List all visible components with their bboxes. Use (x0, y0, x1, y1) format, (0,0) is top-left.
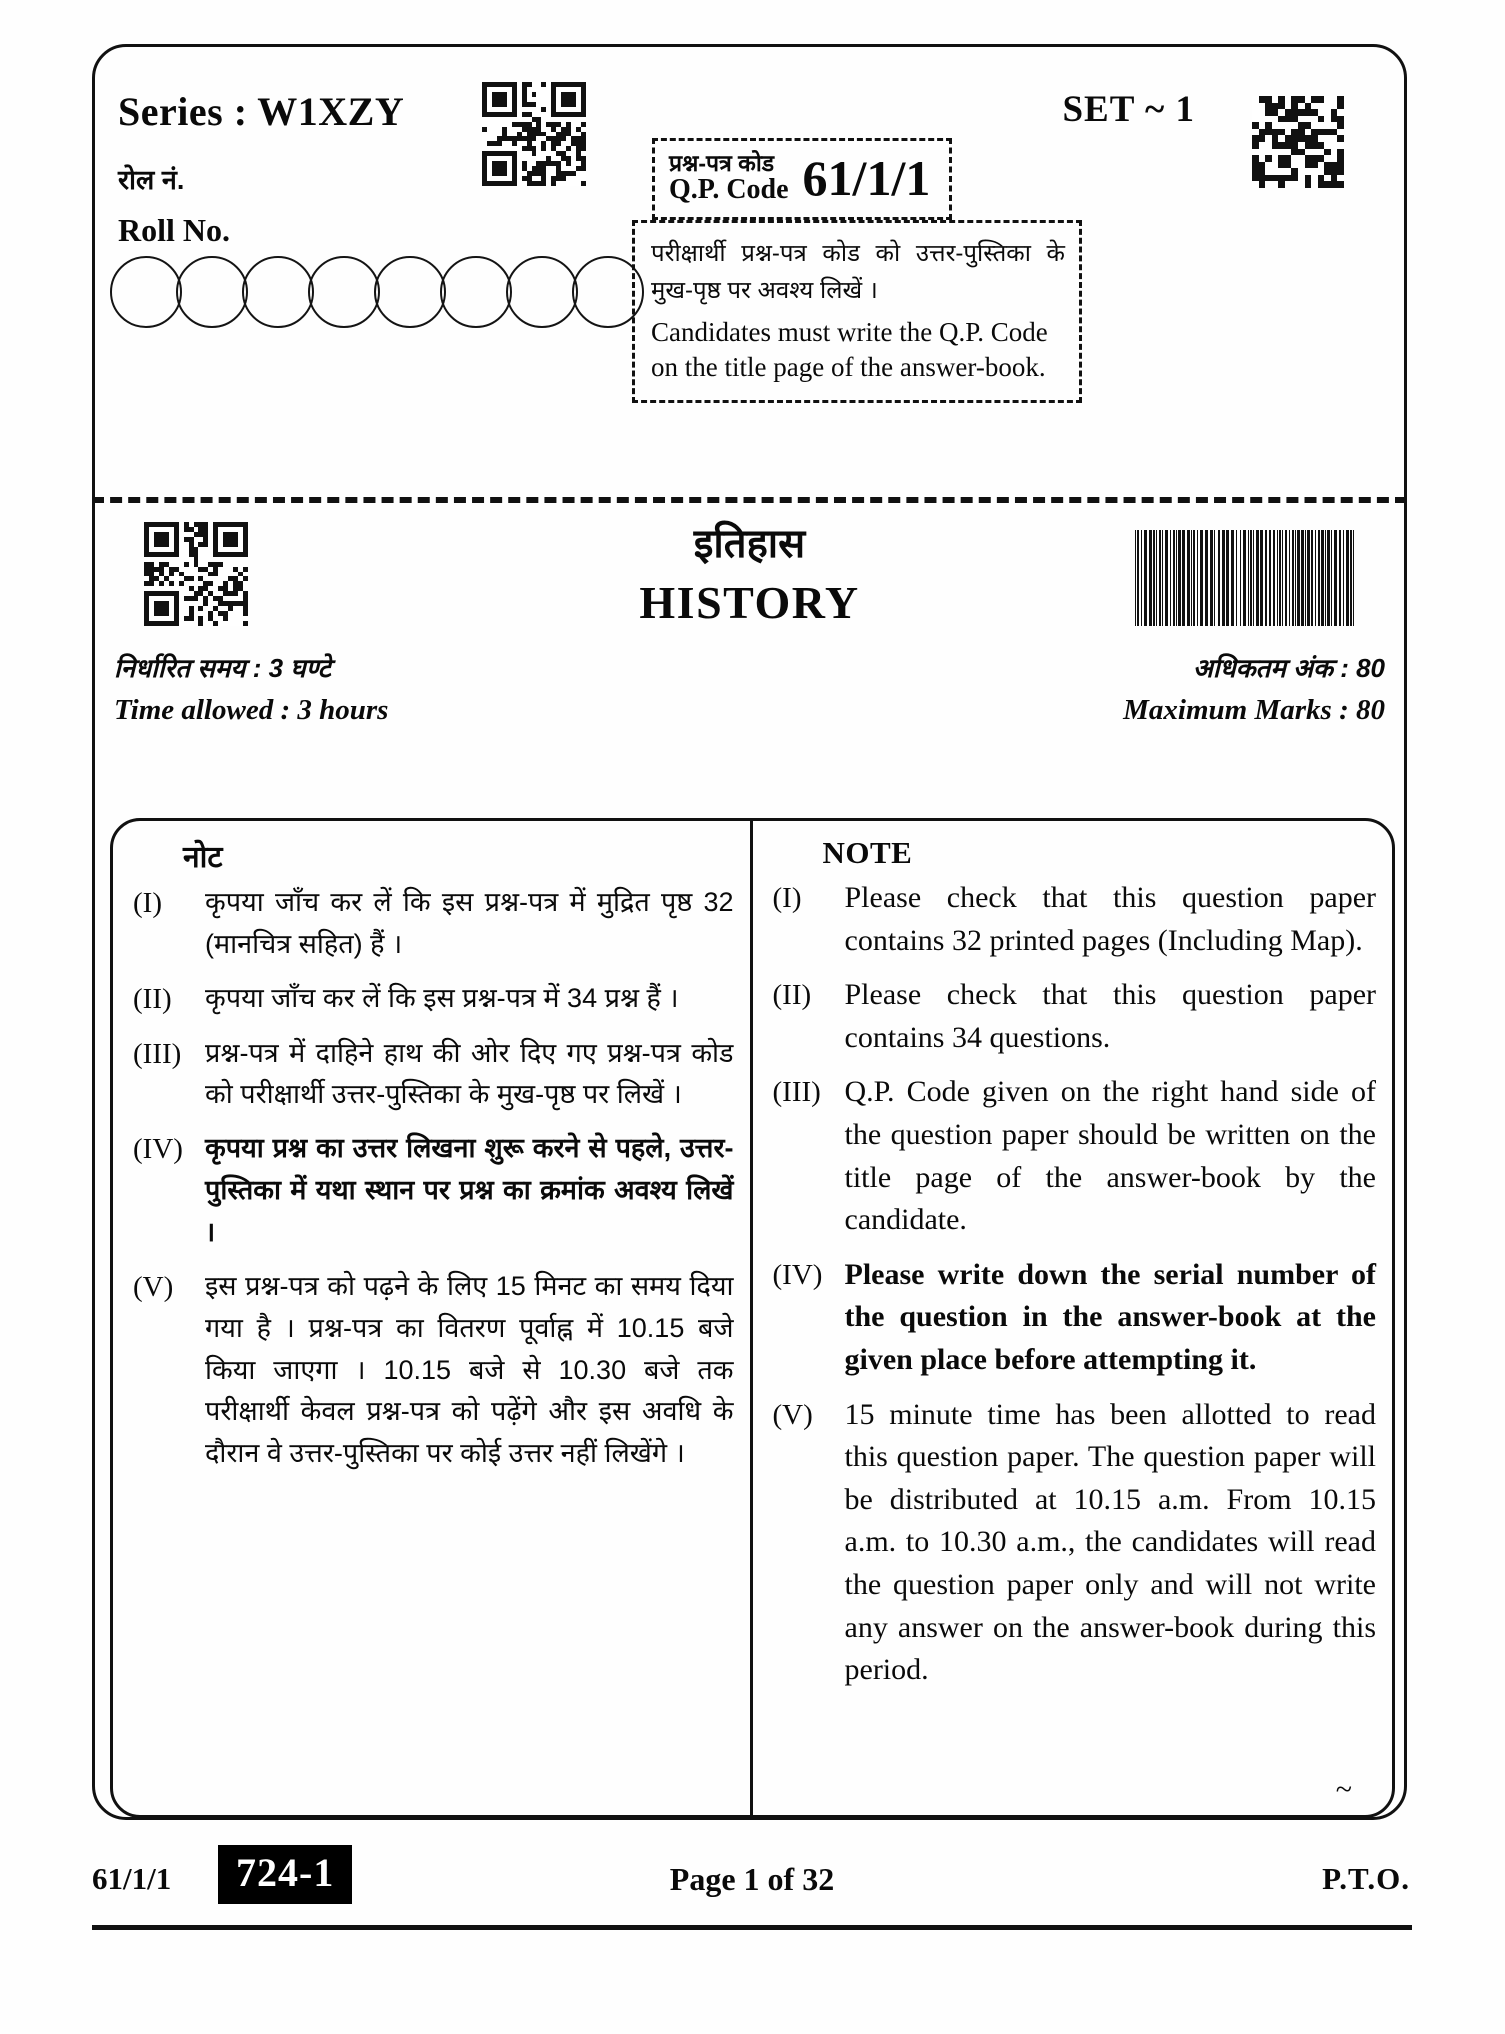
roll-number-field[interactable] (110, 256, 638, 328)
roll-digit-circle[interactable] (308, 256, 380, 328)
note-item (133, 978, 734, 1021)
note-text: कृपया जाँच कर लें कि इस प्रश्न-पत्र में 34 प्रश्न हैं । (205, 982, 679, 1013)
subject-title-english: HISTORY (639, 577, 860, 628)
tilde-mark: ~ (1335, 1773, 1352, 1806)
note-text: Please write down the serial number of the question in the answer-book at the given place before attempting it. (844, 1257, 1376, 1376)
roll-no-label-english: Roll No. (118, 212, 230, 248)
qp-code-label-hindi: प्रश्न-पत्र कोड (669, 150, 775, 177)
note-number: (II) (133, 982, 172, 1015)
note-text: प्रश्न-पत्र में दाहिने हाथ की ओर दिए गए प्रश्न-पत्र कोड को परीक्षार्थी उत्तर-पुस्तिका के मुख-पृष्ठ पर लिखें । (205, 1037, 734, 1110)
subject-title-hindi: इतिहास (693, 522, 806, 566)
note-item (773, 1254, 1377, 1382)
note-text: 15 minute time has been allotted to read this question paper. The question paper will be distributed at 10.15 a.m. From 10.15 a.m. to 10.30 a.m., the candidates will read the question paper only and will not write any answer on the answer-book during this period. (844, 1397, 1376, 1687)
header-block (92, 44, 1407, 499)
subject-block (92, 500, 1407, 755)
qr-code-icon (482, 82, 586, 186)
notes-list-hindi (133, 882, 734, 1475)
qp-code-labels (669, 151, 789, 205)
time-allowed-hindi: निर्धारित समय : 3 घण्टे (114, 653, 331, 683)
maximum-marks (1123, 648, 1385, 733)
note-item (133, 1128, 734, 1254)
page-footer (92, 1845, 1412, 1915)
notes-column-hindi (113, 821, 753, 1815)
note-number: (V) (133, 1270, 174, 1303)
footer-badge: 724-1 (218, 1845, 352, 1904)
footer-rule (92, 1925, 1412, 1930)
qr-code-icon (1252, 96, 1344, 188)
note-item (773, 1071, 1377, 1241)
footer-page-number: Page 1 of 32 (669, 1861, 835, 1897)
note-number: (IV) (772, 1258, 823, 1291)
roll-digit-circle[interactable] (440, 256, 512, 328)
notes-column-english (753, 821, 1393, 1815)
note-text: इस प्रश्न-पत्र को पढ़ने के लिए 15 मिनट का समय दिया गया है । प्रश्न-पत्र का वितरण पूर्वाह्न में 10.15 बजे किया जाएगा । 10.15 बजे से 10.30 बजे तक परीक्षार्थी केवल प्रश्न-पत्र को पढ़ेंगे और इस अवधि के दौरान वे उत्तर-पुस्तिका पर कोई उत्तर नहीं लिखेंगे । (205, 1270, 734, 1469)
notes-block (110, 818, 1395, 1818)
note-number: (III) (772, 1076, 821, 1109)
note-item (773, 974, 1377, 1059)
note-item (133, 1033, 734, 1117)
note-number: (I) (133, 887, 162, 919)
note-item (773, 1394, 1377, 1692)
footer-qp-code: 61/1/1 (92, 1861, 172, 1896)
note-text: Q.P. Code given on the right hand side of the question paper should be written on the title page of the answer-book by the candidate. (844, 1075, 1376, 1237)
roll-digit-circle[interactable] (242, 256, 314, 328)
qp-code-instruction-hindi: परीक्षार्थी प्रश्न-पत्र कोड को उत्तर-पुस्तिका के मुख-पृष्ठ पर अवश्य लिखें । (651, 240, 1065, 305)
qp-code-instruction-box (632, 220, 1082, 403)
note-text: Please check that this question paper contains 32 printed pages (Including Map). (844, 881, 1376, 957)
note-number: (V) (772, 1398, 813, 1431)
roll-no-label-hindi: रोल नं. (118, 165, 185, 195)
note-text: कृपया प्रश्न का उत्तर लिखना शुरू करने से पहले, उत्तर-पुस्तिका में यथा स्थान पर प्रश्न का क्रमांक अवश्य लिखें । (205, 1133, 734, 1247)
maximum-marks-english: Maximum Marks : 80 (1123, 694, 1385, 727)
note-number: (I) (772, 882, 802, 914)
maximum-marks-hindi: अधिकतम अंक : 80 (1192, 653, 1385, 683)
note-number: (II) (772, 979, 812, 1012)
notes-list-english (773, 877, 1377, 1692)
qp-code-box (652, 138, 952, 220)
footer-pto: P.T.O. (1322, 1861, 1410, 1896)
series-label: Series : W1XZY (118, 89, 405, 134)
note-item (773, 877, 1377, 962)
qp-code-label-english: Q.P. Code (669, 174, 789, 206)
qp-code-instruction-english: Candidates must write the Q.P. Code on the title page of the answer-book. (651, 317, 1048, 383)
qp-code-value: 61/1/1 (802, 150, 931, 206)
note-number: (III) (133, 1037, 182, 1070)
set-label: SET ~ 1 (1062, 89, 1195, 130)
roll-digit-circle[interactable] (110, 256, 182, 328)
note-text: Please check that this question paper contains 34 questions. (844, 978, 1376, 1054)
time-allowed (114, 648, 388, 733)
note-text: कृपया जाँच कर लें कि इस प्रश्न-पत्र में मुद्रित पृष्ठ 32 (मानचित्र सहित) हैं । (205, 887, 734, 959)
note-item (133, 882, 734, 966)
barcode-icon (1135, 530, 1355, 626)
roll-digit-circle[interactable] (374, 256, 446, 328)
notes-heading-english: NOTE (822, 835, 913, 870)
roll-digit-circle[interactable] (176, 256, 248, 328)
time-allowed-english: Time allowed : 3 hours (114, 694, 389, 727)
note-number: (IV) (133, 1133, 183, 1166)
roll-digit-circle[interactable] (506, 256, 578, 328)
notes-heading-hindi: नोट (183, 841, 223, 874)
note-item (133, 1266, 734, 1475)
